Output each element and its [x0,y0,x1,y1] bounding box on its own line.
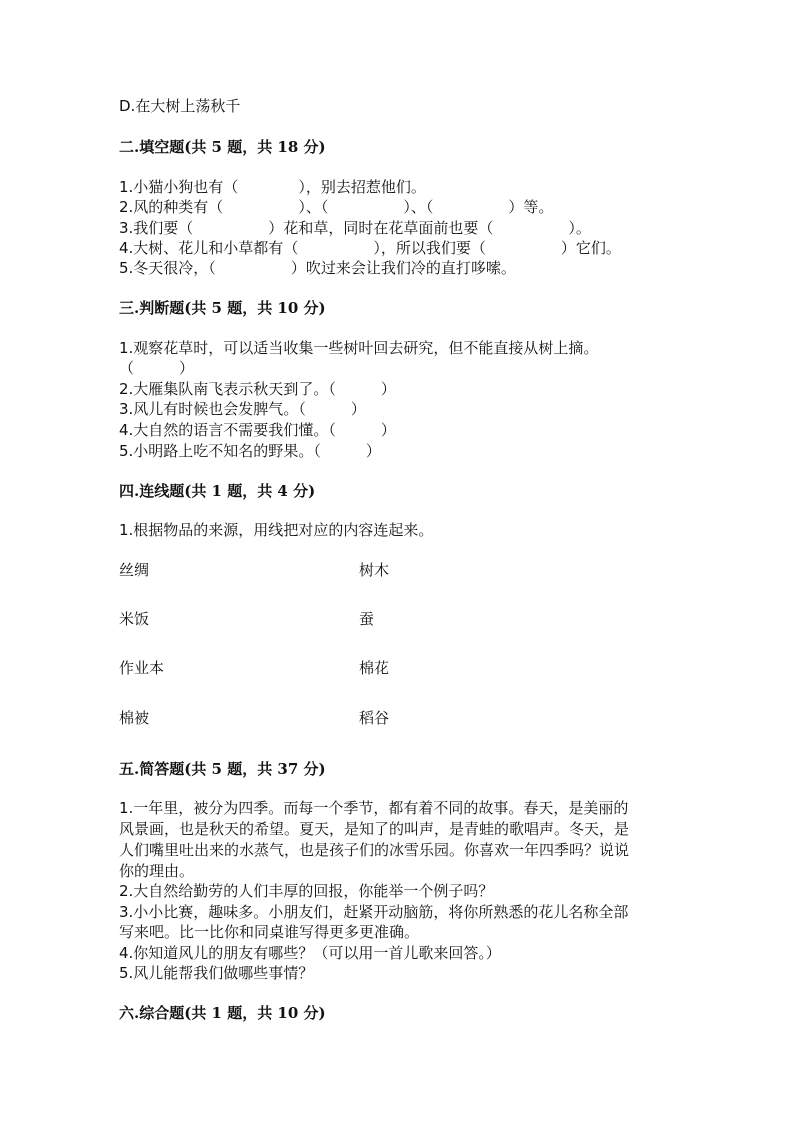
section3-heading: 三.判断题(共 5 题，共 10 分) [119,299,326,317]
judge-question-2: 2.大雁集队南飞表示秋天到了。（ ） [119,380,396,398]
match-left-item: 米饭 [119,610,150,628]
short-answer-line: 1.一年里，被分为四季。而每一个季节，都有着不同的故事。春天，是美丽的 [119,799,629,817]
judge-question-1-answer: （ ） [119,359,195,377]
fill-question-5: 5.冬天很冷，（ ）吹过来会让我们冷的直打哆嗦。 [119,259,516,277]
short-answer-line: 写来吧。比一比你和同桌谁写得更多更准确。 [119,923,420,941]
short-answer-line: 风景画，也是秋天的希望。夏天，是知了的叫声，是青蛙的歌唱声。冬天，是 [119,820,630,838]
judge-question-3: 3.风儿有时候也会发脾气。（ ） [119,400,366,418]
match-right-item: 树木 [359,561,390,579]
section5-heading: 五.简答题(共 5 题，共 37 分) [119,760,326,778]
match-right-item: 棉花 [359,659,390,677]
option-d: D.在大树上荡秋千 [119,97,241,115]
short-answer-line: 4.你知道风儿的朋友有哪些？（可以用一首儿歌来回答。） [119,944,501,962]
match-question: 1.根据物品的来源，用线把对应的内容连起来。 [119,521,434,539]
judge-question-4: 4.大自然的语言不需要我们懂。（ ） [119,421,396,439]
match-right-item: 稻谷 [359,709,390,727]
fill-question-4: 4.大树、花儿和小草都有（ ），所以我们要（ ）它们。 [119,239,621,257]
short-answer-line: 人们嘴里吐出来的水蒸气，也是孩子们的冰雪乐园。你喜欢一年四季吗？说说 [119,841,630,859]
section4-heading: 四.连线题(共 1 题，共 4 分) [119,482,316,500]
match-left-item: 作业本 [119,659,165,677]
short-answer-line: 2.大自然给勤劳的人们丰厚的回报，你能举一个例子吗？ [119,882,494,900]
fill-question-3: 3.我们要（ ）花和草，同时在花草面前也要（ ）。 [119,219,591,237]
short-answer-line: 3.小小比赛，趣味多。小朋友们，赶紧开动脑筋，将你所熟悉的花儿名称全部 [119,903,629,921]
short-answer-line: 你的理由。 [119,862,195,880]
fill-question-2: 2.风的种类有（ ）、（ ）、（ ）等。 [119,198,554,216]
fill-question-1: 1.小猫小狗也有（ ），别去招惹他们。 [119,178,426,196]
match-left-item: 棉被 [119,709,150,727]
judge-question-5: 5.小明路上吃不知名的野果。（ ） [119,442,381,460]
match-right-item: 蚕 [359,610,375,628]
section6-heading: 六.综合题(共 1 题，共 10 分) [119,1004,326,1022]
match-left-item: 丝绸 [119,561,150,579]
short-answer-line: 5.风儿能帮我们做哪些事情？ [119,964,314,982]
judge-question-1: 1.观察花草时，可以适当收集一些树叶回去研究，但不能直接从树上摘。 [119,339,599,357]
section2-heading: 二.填空题(共 5 题，共 18 分) [119,138,326,156]
